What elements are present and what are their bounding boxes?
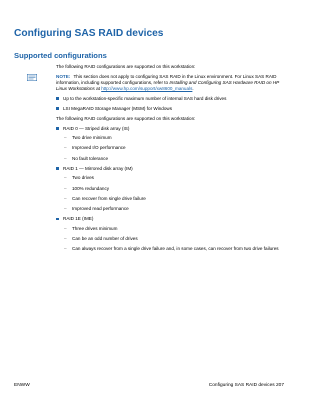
footer-locale: ENWW [14,383,30,388]
list-item: – 100% redundancy [63,186,290,192]
list-item: LSI MegaRAID Storage Manager (MSM) for Windows [56,106,290,112]
list-item: Up to the workstation-specific maximum number of internal SAS hard disk drives [56,96,290,102]
raid-level-item [56,126,290,162]
note-label: NOTE: [56,73,71,79]
list-item: – Two drives [63,175,290,181]
main-content [56,64,290,256]
requirements-list [56,96,290,112]
footer-page-label: Configuring SAS RAID devices 207 [208,383,284,388]
raid-level-label: RAID 1E (IME) [63,216,94,222]
list-item: – Can always recover from a single drive failure and, in some cases, can recover from two drive failures [63,246,290,252]
raid-level-label: RAID 1 — Mirrored disk array (IM) [63,165,133,171]
list-item: – No fault tolerance [63,156,290,162]
raid-feature-list [63,175,290,212]
raid-level-label: RAID 0 — Striped disk array (IS) [63,125,130,131]
support-link[interactable]: http://www.hp.com/support/xw8600_manuals [101,85,193,91]
page-title: Configuring SAS RAID devices [14,28,164,39]
raid-feature-list [63,226,290,252]
note-text: This section does not apply to configuring SAS RAID in the Linux environment. For Linux SAS RAID information, including supported configurations, refer to [56,73,277,85]
list-item: – Improved read performance [63,206,290,212]
list-item: – Can be an odd number of drives [63,236,290,242]
note-doc-title: Installing and Configuring SAS Hardware RAID on HP Linux Workstations [56,79,280,91]
intro-paragraph: The following RAID configurations are supported on this workstation: [56,64,196,69]
note-end: . [192,85,194,91]
section-heading: Supported configurations [14,51,107,60]
note-block [56,74,290,92]
note-connector: at [94,85,102,91]
list-item: – Two drive minimum [63,135,290,141]
list-item: – Improved I/O performance [63,145,290,151]
list-item: – Three drives minimum [63,226,290,232]
raid-intro-paragraph: The following RAID configurations are supported on this workstation: [56,115,196,121]
raid-feature-list [63,135,290,161]
raid-level-list [56,126,290,252]
list-item: – Can recover from single drive failure [63,196,290,202]
raid-level-item [56,166,290,212]
note-icon [27,74,37,81]
raid-level-item [56,216,290,252]
